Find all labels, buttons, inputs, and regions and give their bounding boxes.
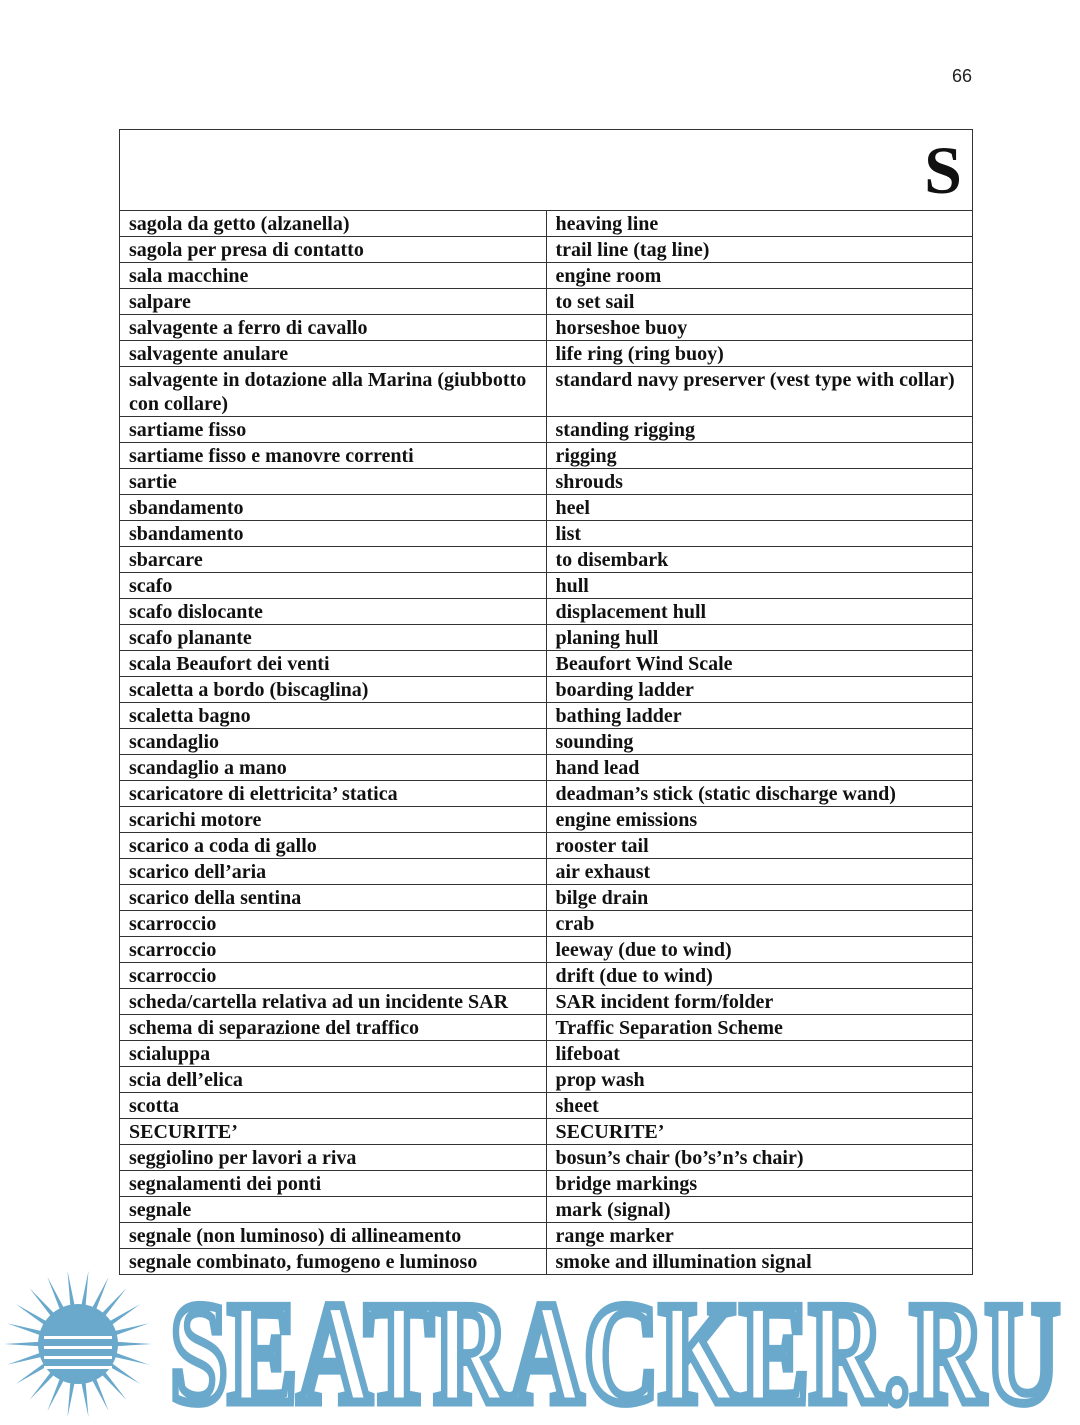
- table-row: [120, 263, 973, 289]
- table-row: [120, 599, 973, 625]
- english-term: trail line (tag line): [546, 237, 973, 263]
- table-row: [120, 1067, 973, 1093]
- english-term: to disembark: [546, 547, 973, 573]
- table-row: [120, 1093, 973, 1119]
- english-term: rooster tail: [546, 833, 973, 859]
- table-row: [120, 443, 973, 469]
- watermark-text: SEATRACKER.RU: [170, 1272, 1060, 1425]
- italian-term: sbandamento: [120, 521, 547, 547]
- italian-term: SECURITE’: [120, 1119, 547, 1145]
- sun-stripe: [44, 1336, 112, 1339]
- english-term: planing hull: [546, 625, 973, 651]
- sun-stripe: [44, 1346, 112, 1349]
- table-row: [120, 417, 973, 443]
- table-row: [120, 289, 973, 315]
- table-row: [120, 573, 973, 599]
- english-term: range marker: [546, 1223, 973, 1249]
- italian-term: sartie: [120, 469, 547, 495]
- italian-term: segnale (non luminoso) di allineamento: [120, 1223, 547, 1249]
- sun-stripe: [44, 1366, 112, 1369]
- section-header-cell: [120, 130, 973, 211]
- italian-term: sbandamento: [120, 495, 547, 521]
- english-term: displacement hull: [546, 599, 973, 625]
- table-row: [120, 911, 973, 937]
- italian-term: scafo: [120, 573, 547, 599]
- english-term: SAR incident form/folder: [546, 989, 973, 1015]
- italian-term: scarroccio: [120, 937, 547, 963]
- table-row: [120, 495, 973, 521]
- english-term: heel: [546, 495, 973, 521]
- english-term: hand lead: [546, 755, 973, 781]
- table-row: [120, 469, 973, 495]
- english-term: hull: [546, 573, 973, 599]
- section-letter: S: [924, 132, 962, 208]
- italian-term: salvagente in dotazione alla Marina (giubbotto con collare): [120, 367, 547, 417]
- italian-term: scandaglio: [120, 729, 547, 755]
- english-term: boarding ladder: [546, 677, 973, 703]
- glossary-table: [119, 129, 973, 1275]
- table-row: [120, 859, 973, 885]
- italian-term: salpare: [120, 289, 547, 315]
- english-term: crab: [546, 911, 973, 937]
- english-term: life ring (ring buoy): [546, 341, 973, 367]
- italian-term: scotta: [120, 1093, 547, 1119]
- italian-term: scia dell’elica: [120, 1067, 547, 1093]
- table-row: [120, 677, 973, 703]
- english-term: prop wash: [546, 1067, 973, 1093]
- italian-term: sagola da getto (alzanella): [120, 211, 547, 237]
- table-row: [120, 703, 973, 729]
- table-row: [120, 833, 973, 859]
- table-row: [120, 1145, 973, 1171]
- english-term: lifeboat: [546, 1041, 973, 1067]
- table-row: [120, 885, 973, 911]
- italian-term: scarico a coda di gallo: [120, 833, 547, 859]
- english-term: SECURITE’: [546, 1119, 973, 1145]
- italian-term: sartiame fisso e manovre correnti: [120, 443, 547, 469]
- english-term: mark (signal): [546, 1197, 973, 1223]
- english-term: list: [546, 521, 973, 547]
- english-term: bridge markings: [546, 1171, 973, 1197]
- table-row: [120, 755, 973, 781]
- english-term: drift (due to wind): [546, 963, 973, 989]
- english-term: horseshoe buoy: [546, 315, 973, 341]
- italian-term: scarichi motore: [120, 807, 547, 833]
- page-number: 66: [951, 66, 972, 86]
- english-term: sheet: [546, 1093, 973, 1119]
- table-row: [120, 989, 973, 1015]
- italian-term: sartiame fisso: [120, 417, 547, 443]
- english-term: rigging: [546, 443, 973, 469]
- watermark: [0, 1262, 1080, 1425]
- italian-term: scarico della sentina: [120, 885, 547, 911]
- table-row: [120, 1041, 973, 1067]
- italian-term: sbarcare: [120, 547, 547, 573]
- italian-term: scarico dell’aria: [120, 859, 547, 885]
- english-term: to set sail: [546, 289, 973, 315]
- italian-term: salvagente anulare: [120, 341, 547, 367]
- table-row: [120, 547, 973, 573]
- english-term: bosun’s chair (bo’s’n’s chair): [546, 1145, 973, 1171]
- italian-term: segnale: [120, 1197, 547, 1223]
- italian-term: sagola per presa di contatto: [120, 237, 547, 263]
- table-row: [120, 315, 973, 341]
- italian-term: salvagente a ferro di cavallo: [120, 315, 547, 341]
- table-row: [120, 1171, 973, 1197]
- sun-disc: [38, 1304, 118, 1384]
- section-header-row: [120, 130, 973, 211]
- english-term: leeway (due to wind): [546, 937, 973, 963]
- english-term: standing rigging: [546, 417, 973, 443]
- sun-icon: [4, 1271, 152, 1417]
- italian-term: scandaglio a mano: [120, 755, 547, 781]
- italian-term: segnalamenti dei ponti: [120, 1171, 547, 1197]
- italian-term: scafo dislocante: [120, 599, 547, 625]
- italian-term: sala macchine: [120, 263, 547, 289]
- italian-term: scaletta a bordo (biscaglina): [120, 677, 547, 703]
- english-term: heaving line: [546, 211, 973, 237]
- table-row: [120, 651, 973, 677]
- english-term: deadman’s stick (static discharge wand): [546, 781, 973, 807]
- english-term: Traffic Separation Scheme: [546, 1015, 973, 1041]
- table-row: [120, 1119, 973, 1145]
- italian-term: scarroccio: [120, 963, 547, 989]
- italian-term: scheda/cartella relativa ad un incidente SAR: [120, 989, 547, 1015]
- english-term: smoke and illumination signal: [546, 1249, 973, 1275]
- table-row: [120, 211, 973, 237]
- table-row: [120, 781, 973, 807]
- italian-term: scarroccio: [120, 911, 547, 937]
- table-row: [120, 729, 973, 755]
- table-row: [120, 237, 973, 263]
- english-term: bilge drain: [546, 885, 973, 911]
- italian-term: scala Beaufort dei venti: [120, 651, 547, 677]
- english-term: standard navy preserver (vest type with collar): [546, 367, 973, 417]
- english-term: sounding: [546, 729, 973, 755]
- table-row: [120, 1223, 973, 1249]
- english-term: Beaufort Wind Scale: [546, 651, 973, 677]
- english-term: air exhaust: [546, 859, 973, 885]
- sun-stripe: [44, 1356, 112, 1359]
- italian-term: scaletta bagno: [120, 703, 547, 729]
- table-row: [120, 963, 973, 989]
- italian-term: scialuppa: [120, 1041, 547, 1067]
- table-row: [120, 937, 973, 963]
- italian-term: schema di separazione del traffico: [120, 1015, 547, 1041]
- english-term: engine room: [546, 263, 973, 289]
- table-row: [120, 1197, 973, 1223]
- table-row: [120, 625, 973, 651]
- italian-term: segnale combinato, fumogeno e luminoso: [120, 1249, 547, 1275]
- english-term: engine emissions: [546, 807, 973, 833]
- italian-term: seggiolino per lavori a riva: [120, 1145, 547, 1171]
- table-row: [120, 1015, 973, 1041]
- english-term: shrouds: [546, 469, 973, 495]
- italian-term: scafo planante: [120, 625, 547, 651]
- table-row: [120, 807, 973, 833]
- table-row: [120, 341, 973, 367]
- english-term: bathing ladder: [546, 703, 973, 729]
- table-row: [120, 367, 973, 417]
- table-row: [120, 521, 973, 547]
- italian-term: scaricatore di elettricita’ statica: [120, 781, 547, 807]
